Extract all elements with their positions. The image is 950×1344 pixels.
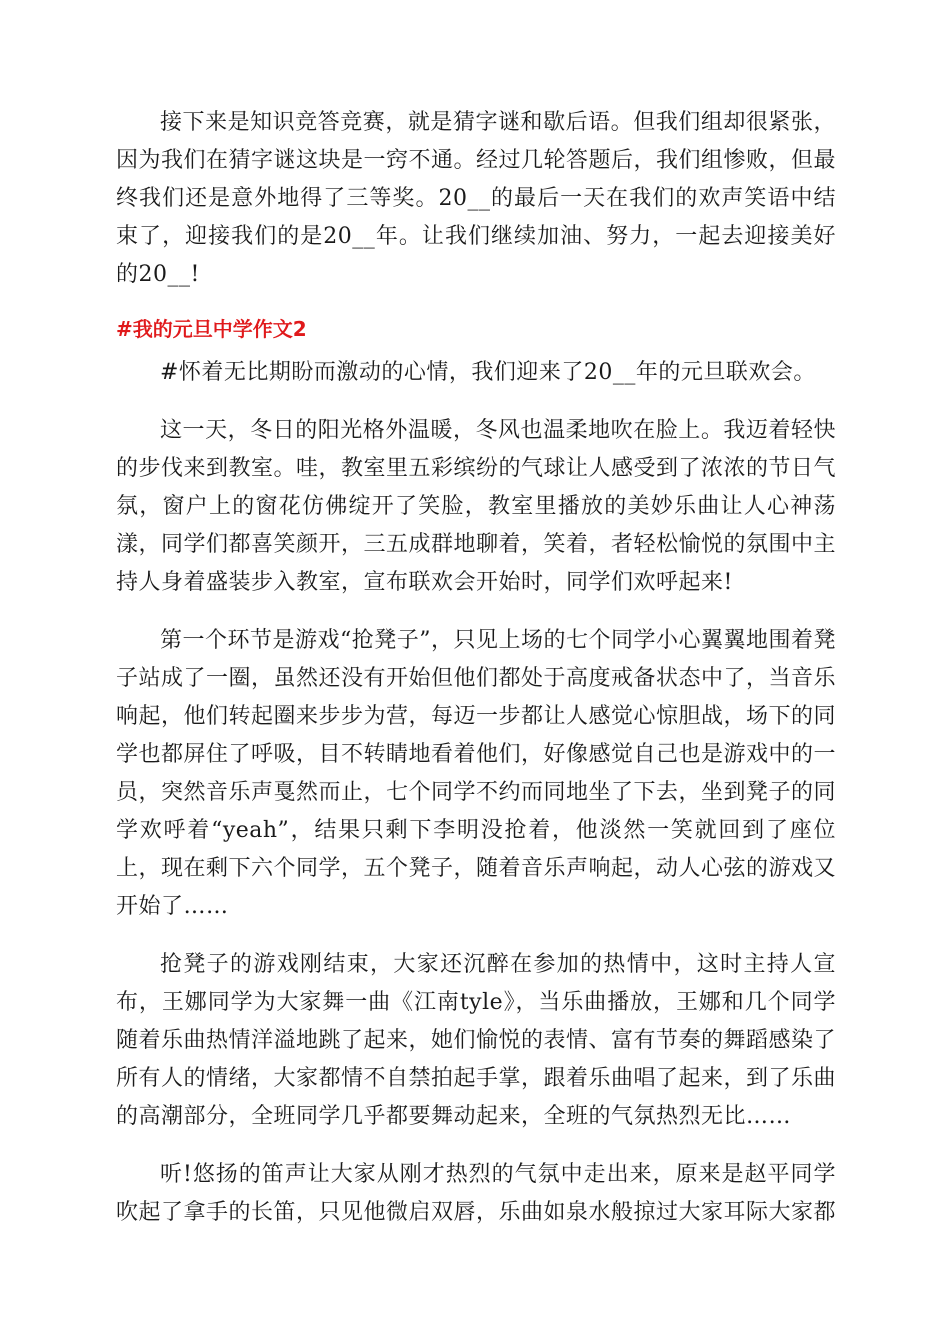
paragraph: 听!悠扬的笛声让大家从刚才热烈的气氛中走出来，原来是赵平同学吹起了拿手的长笛，只见他微启双唇，乐曲如泉水般掠过大家耳际大家都	[116, 1162, 837, 1225]
paragraph: 抢凳子的游戏刚结束，大家还沉醉在参加的热情中，这时主持人宣布，王娜同学为大家舞一曲《江南tyle》，当乐曲播放，王娜和几个同学随着乐曲热情洋溢地跳了起来，她们愉悦的表情、富有节奏的舞蹈感染了所有人的情绪，大家都情不自禁拍起手掌，跟着乐曲唱了起来，到了乐曲的高潮部分，全班同学几乎都要舞动起来，全班的气氛热烈无比……	[116, 952, 837, 1129]
paragraph: #怀着无比期盼而激动的心情，我们迎来了20__年的元旦联欢会。	[160, 360, 816, 385]
paragraph: 接下来是知识竞答竞赛，就是猜字谜和歇后语。但我们组却很紧张，因为我们在猜字谜这块是一窍不通。经过几轮答题后，我们组惨败，但最终我们还是意外地得了三等奖。20__的最后一天在我们的欢声笑语中结束了，迎接我们的是20__年。让我们继续加油、努力，一起去迎接美好的20__!	[116, 110, 837, 287]
document-body	[116, 104, 836, 1252]
section-heading: #我的元旦中学作文2	[116, 317, 307, 341]
paragraph: 这一天，冬日的阳光格外温暖，冬风也温柔地吹在脸上。我迈着轻快的步伐来到教室。哇，教室里五彩缤纷的气球让人感受到了浓浓的节日气氛，窗户上的窗花仿佛绽开了笑脸，教室里播放的美妙乐曲让人心神荡漾，同学们都喜笑颜开，三五成群地聊着，笑着，者轻松愉悦的氛围中主持人身着盛装步入教室，宣布联欢会开始时，同学们欢呼起来!	[116, 418, 837, 595]
paragraph: 第一个环节是游戏“抢凳子”，只见上场的七个同学小心翼翼地围着凳子站成了一圈，虽然还没有开始但他们都处于高度戒备状态中了，当音乐响起，他们转起圈来步步为营，每迈一步都让人感觉心惊胆战，场下的同学也都屏住了呼吸，目不转睛地看着他们，好像感觉自己也是游戏中的一员，突然音乐声戛然而止，七个同学不约而同地坐了下去，坐到凳子的同学欢呼着“yeah”，结果只剩下李明没抢着，他淡然一笑就回到了座位上，现在剩下六个同学，五个凳子，随着音乐声响起，动人心弦的游戏又开始了……	[116, 628, 837, 919]
